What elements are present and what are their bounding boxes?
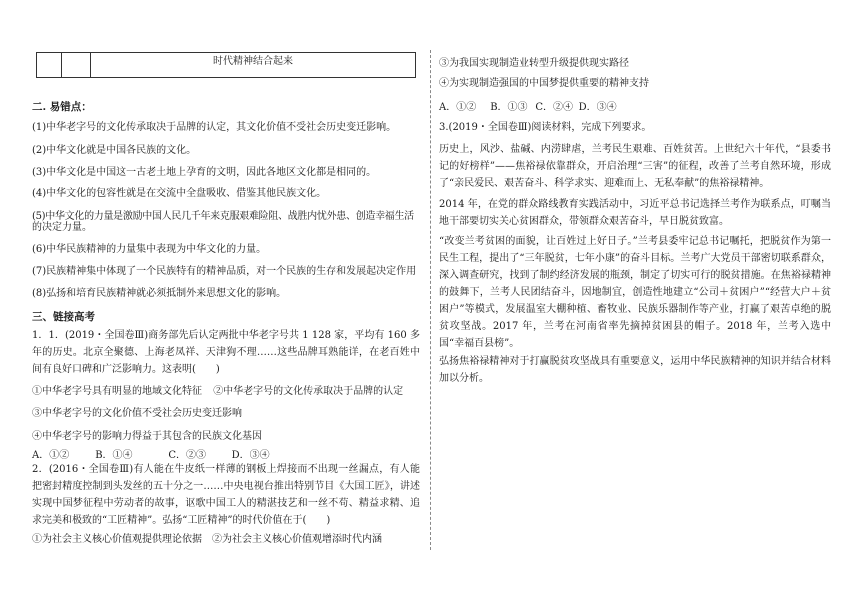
error-item-1: (1)中华老字号的文化传承取决于品牌的认定，其文化价值不受社会历史变迁影响。: [32, 122, 397, 133]
question-3-title: 3.(2019・全国卷Ⅲ)阅读材料，完成下列要求。: [439, 122, 652, 133]
question-3-requirement: 弘扬焦裕禄精神对于打赢脱贫攻坚战具有重要意义，运用中华民族精神的知识并结合材料加以分析。: [439, 356, 831, 384]
q2-choice-c: C．②④: [535, 102, 574, 113]
error-item-7: (7)民族精神集中体现了一个民族特有的精神品质，对一个民族的生存和发展起决定作用: [32, 266, 417, 277]
q2-choice-d: D．③④: [578, 102, 617, 113]
question-1-text: 1．1．(2019・全国卷Ⅲ)商务部先后认定两批中华老字号共 1 128 家，平均有 160 多年的历史。北京全聚德、上海老凤祥、天津狗不理……这些品牌耳熟能详，在老百姓中间有良好口碑和广泛影响力。这表明( ): [32, 330, 420, 375]
q1-choice-c: C．②③: [168, 450, 207, 461]
material-paragraph-1: 历史上，风沙、盐碱、内涝肆虐，兰考民生艰难、百姓贫苦。上世纪六十年代，“县委书记的好榜样”——焦裕禄依靠群众，开启治理“三害”的征程，改善了兰考自然环境，形成了“亲民爱民、艰苦奋斗、科学求实、迎难而上、无私奉献”的焦裕禄精神。: [439, 144, 831, 189]
q2-option-4: ④为实现制造强国的中国梦提供重要的精神支持: [439, 78, 649, 89]
question-1-choices: [32, 446, 270, 461]
material-paragraph-2: 2014 年，在党的群众路线教育实践活动中，习近平总书记选择兰考作为联系点，叮嘱当地干部要切实关心贫困群众，带领群众艰苦奋斗，早日脱贫致富。: [439, 199, 831, 227]
q1-option-4: ④中华老字号的影响力得益于其包含的民族文化基因: [32, 431, 262, 442]
error-item-4: (4)中华文化的包容性就是在交流中全盘吸收、借鉴其他民族文化。: [32, 188, 327, 199]
table-fragment: [36, 52, 416, 78]
section-title-errors: 二. 易错点：: [32, 101, 92, 113]
q1-choice-a: A．①②: [32, 450, 70, 461]
error-item-8: (8)弘扬和培育民族精神就必须抵制外来思想文化的影响。: [32, 288, 287, 299]
q2-choice-b: B．①③: [490, 102, 528, 113]
question-2-choices: [439, 98, 617, 113]
question-1-options-row1: [32, 382, 403, 397]
q1-option-2: ②中华老字号的文化传承取决于品牌的认定: [213, 386, 404, 397]
table-cell-empty-2: [62, 53, 91, 77]
q1-option-3: ③中华老字号的文化价值不受社会历史变迁影响: [32, 408, 242, 419]
q1-choice-b: B．①④: [95, 450, 133, 461]
table-cell-text: 时代精神结合起来: [213, 56, 293, 67]
error-item-5-cont: 的决定力量。: [32, 222, 92, 233]
q1-choice-d: D．③④: [231, 450, 270, 461]
error-item-3: (3)中华文化是中国这一古老土地上孕育的文明，因此各地区文化都是相同的。: [32, 167, 377, 178]
column-divider: [430, 50, 431, 550]
error-item-6: (6)中华民族精神的力量集中表现为中华文化的力量。: [32, 244, 267, 255]
q2-choice-a: A．①②: [439, 102, 477, 113]
error-item-2: (2)中华文化就是中国各民族的文化。: [32, 145, 197, 156]
error-item-5: (5)中华文化的力量是激励中国人民几千年来克服艰难险阻、战胜内忧外患、创造幸福生活: [32, 211, 414, 222]
q2-option-3: ③为我国实现制造业转型升级提供现实路径: [439, 58, 629, 69]
question-2-options-1-2: ①为社会主义核心价值观提供理论依据 ②为社会主义核心价值观增添时代内涵: [32, 534, 382, 545]
table-cell-empty-1: [37, 53, 62, 77]
question-2-text: 2．(2016・全国卷Ⅲ)有人能在牛皮纸一样薄的钢板上焊接而不出现一丝漏点，有人能把密封精度控制到头发丝的五十分之一……中央电视台推出特别节目《大国工匠》，讲述实现中国梦征程中劳动者的故事，讴歌中国工人的精湛技艺和一丝不苟、精益求精、追求完美和极致的“工匠精神”。弘扬“工匠精神”的时代价值在于( ): [32, 464, 420, 526]
q1-option-1: ①中华老字号具有明显的地域文化特征: [32, 386, 202, 397]
material-paragraph-3: “改变兰考贫困的面貌，让百姓过上好日子。”兰考县委牢记总书记嘱托，把脱贫作为第一民生工程，提出了“三年脱贫，七年小康”的奋斗目标。兰考广大党员干部密切联系群众，深入调查研究，找到了制约经济发展的瓶颈，制定了切实可行的脱贫措施。在焦裕禄精神的鼓舞下，兰考人民团结奋斗，因地制宜，创造性地建立“公司＋贫困户”“经营大户＋贫困户”等模式，发展温室大棚种植、畜牧业、民族乐器制作等产业，打赢了艰苦卓绝的脱贫攻坚战。2017 年，兰考在河南省率先摘掉贫困县的帽子。2018 年，兰考入选中国“幸福百县榜”。: [439, 236, 831, 349]
section-title-exam: 三、链接高考: [32, 311, 95, 323]
